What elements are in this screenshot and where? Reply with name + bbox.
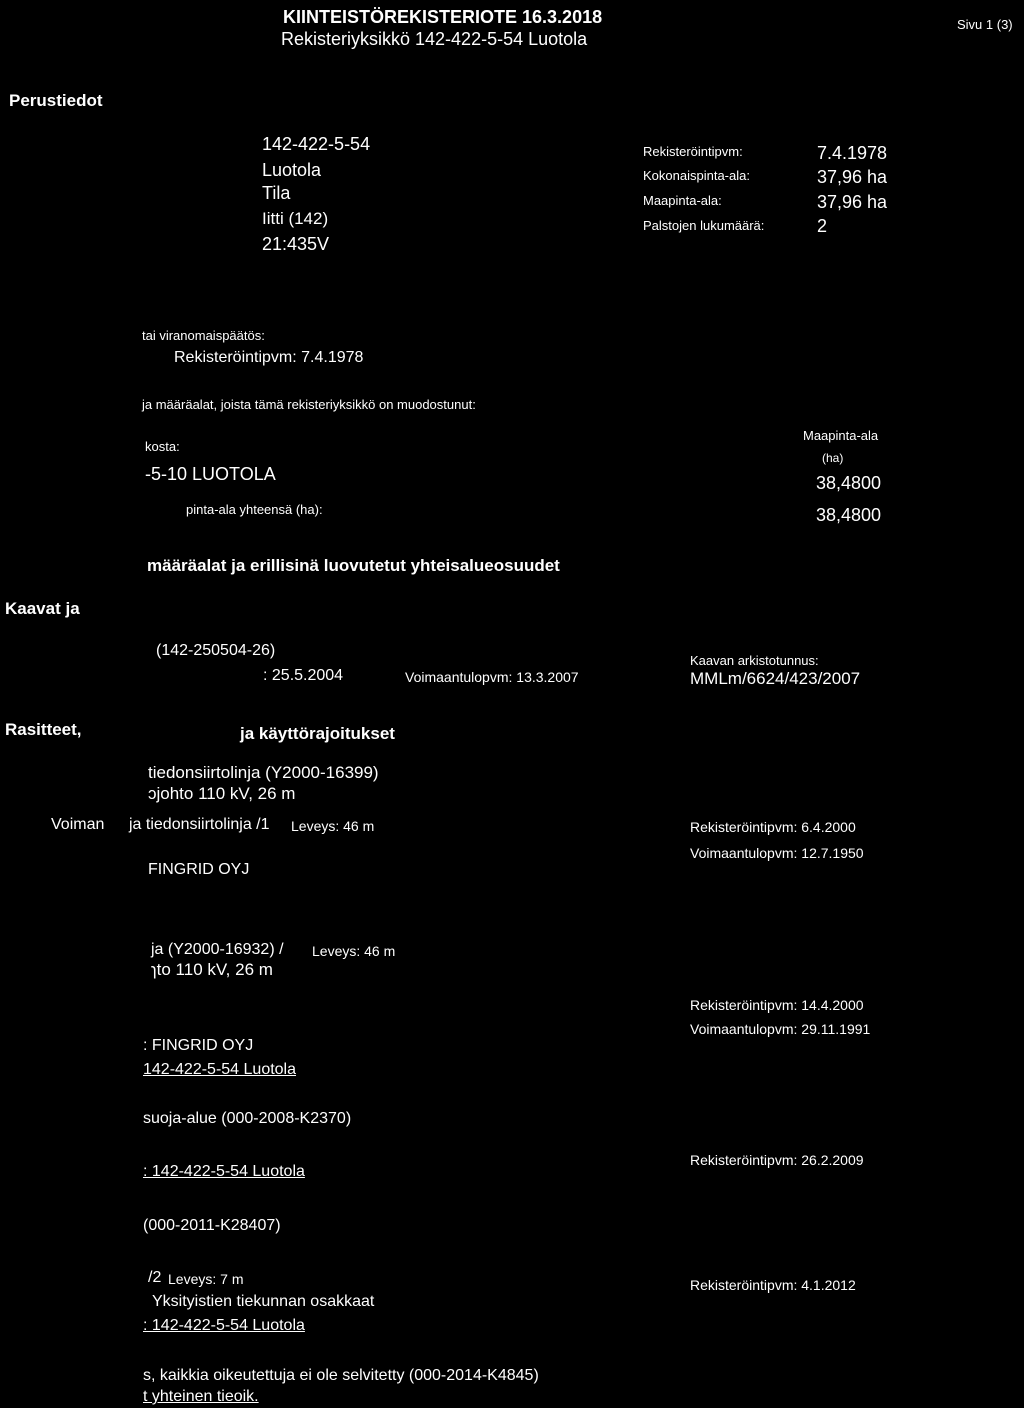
kaava-arkisto-value: MMLm/6624/423/2007 bbox=[690, 669, 861, 688]
rasite-5-description: t yhteinen tieoik. bbox=[143, 1388, 259, 1405]
document-title: KIINTEISTÖREKISTERIOTE 16.3.2018 bbox=[283, 7, 603, 27]
rasitteet-heading-2: ja käyttörajoitukset bbox=[240, 724, 395, 743]
maapinta-value: 37,96 ha bbox=[817, 192, 888, 212]
unit-code: 21:435V bbox=[262, 234, 330, 254]
muodostuminen-intro: ja määräalat, joista tämä rekisteriyksikkö on muodostunut: bbox=[142, 397, 476, 412]
rasitteet-heading: Rasitteet, bbox=[5, 720, 82, 739]
unit-id: 142-422-5-54 bbox=[262, 134, 371, 154]
page-number: Sivu 1 (3) bbox=[957, 17, 1013, 32]
total-area-value: 38,4800 bbox=[816, 505, 882, 525]
kosta-label: kosta: bbox=[145, 439, 180, 454]
rasite-1-prefix: Voiman bbox=[51, 816, 105, 833]
rasite-1-width: Leveys: 46 m bbox=[291, 818, 375, 834]
maapinta-label: Maapinta-ala: bbox=[643, 193, 722, 208]
total-area-label: pinta-ala yhteensä (ha): bbox=[186, 502, 323, 517]
rekisterointi-value: 7.4.1978 bbox=[817, 143, 888, 163]
rasite-2-unit-link[interactable]: 142-422-5-54 Luotola bbox=[143, 1061, 297, 1078]
rasite-1-line: ja tiedonsiirtolinja /1 bbox=[129, 816, 270, 833]
rasite-5-title: s, kaikkia oikeutettuja ei ole selvitetty (000-2014-K4845) bbox=[143, 1367, 539, 1384]
municipality: Iitti (142) bbox=[262, 209, 329, 228]
rasite-2-owner: : FINGRID OYJ bbox=[143, 1037, 254, 1054]
source-unit: -5-10 LUOTOLA bbox=[145, 464, 276, 484]
kaava-voimaantulo: Voimaantulopvm: 13.3.2007 bbox=[405, 669, 579, 685]
kokonaispinta-label: Kokonaispinta-ala: bbox=[643, 168, 750, 183]
kokonaispinta-value: 37,96 ha bbox=[817, 167, 888, 187]
source-unit-area: 38,4800 bbox=[816, 473, 882, 493]
rasite-3-unit-link[interactable]: : 142-422-5-54 Luotola bbox=[143, 1163, 305, 1180]
unit-name: Luotola bbox=[262, 160, 322, 180]
viranomainen-rekisterointi: Rekisteröintipvm: 7.4.1978 bbox=[174, 349, 364, 366]
rasite-4-rekisterointi: Rekisteröintipvm: 4.1.2012 bbox=[690, 1277, 856, 1293]
luovutetut-heading: määräalat ja erillisinä luovutetut yhteisalueosuudet bbox=[147, 556, 560, 575]
rasite-4-code: /2 bbox=[148, 1269, 162, 1286]
document-subtitle: Rekisteriyksikkö 142-422-5-54 Luotola bbox=[281, 29, 588, 49]
rasite-1-rekisterointi: Rekisteröintipvm: 6.4.2000 bbox=[690, 819, 856, 835]
rasite-1-voimaantulo: Voimaantulopvm: 12.7.1950 bbox=[690, 845, 864, 861]
rekisterointi-label: Rekisteröintipvm: bbox=[643, 144, 743, 159]
viranomainen-label: tai viranomaispäätös: bbox=[142, 328, 265, 343]
rasite-4-owner: Yksityistien tiekunnan osakkaat bbox=[152, 1293, 375, 1310]
rasite-2-width: Leveys: 46 m bbox=[312, 943, 396, 959]
kaava-date: : 25.5.2004 bbox=[263, 667, 344, 684]
rasite-1-owner: FINGRID OYJ bbox=[148, 861, 250, 878]
unit-type: Tila bbox=[262, 183, 291, 203]
rasite-1-title: tiedonsiirtolinja (Y2000-16399) bbox=[148, 763, 379, 782]
rasite-4-width: Leveys: 7 m bbox=[168, 1271, 244, 1287]
rasite-2-rekisterointi: Rekisteröintipvm: 14.4.2000 bbox=[690, 997, 864, 1013]
rasite-3-rekisterointi: Rekisteröintipvm: 26.2.2009 bbox=[690, 1152, 864, 1168]
kaava-arkisto-label: Kaavan arkistotunnus: bbox=[690, 653, 819, 668]
rasite-2-voimaantulo: Voimaantulopvm: 29.11.1991 bbox=[690, 1021, 871, 1037]
maapinta-column-unit: (ha) bbox=[822, 451, 844, 465]
perustiedot-heading: Perustiedot bbox=[9, 91, 103, 110]
rasite-4-unit-link[interactable]: : 142-422-5-54 Luotola bbox=[143, 1317, 305, 1334]
kaavat-heading: Kaavat ja bbox=[5, 599, 80, 618]
palstat-label: Palstojen lukumäärä: bbox=[643, 218, 765, 233]
rasite-1-description: ɔjohto 110 kV, 26 m bbox=[148, 784, 296, 803]
maapinta-column-header: Maapinta-ala bbox=[803, 428, 879, 443]
rasite-4-title: (000-2011-K28407) bbox=[143, 1217, 281, 1234]
rasite-2-title: ja (Y2000-16932) / bbox=[151, 941, 284, 958]
palstat-value: 2 bbox=[817, 216, 828, 236]
kaava-id: (142-250504-26) bbox=[156, 642, 276, 659]
rasite-3-title: suoja-alue (000-2008-K2370) bbox=[143, 1110, 352, 1127]
rasite-2-description: ɿto 110 kV, 26 m bbox=[151, 960, 273, 979]
